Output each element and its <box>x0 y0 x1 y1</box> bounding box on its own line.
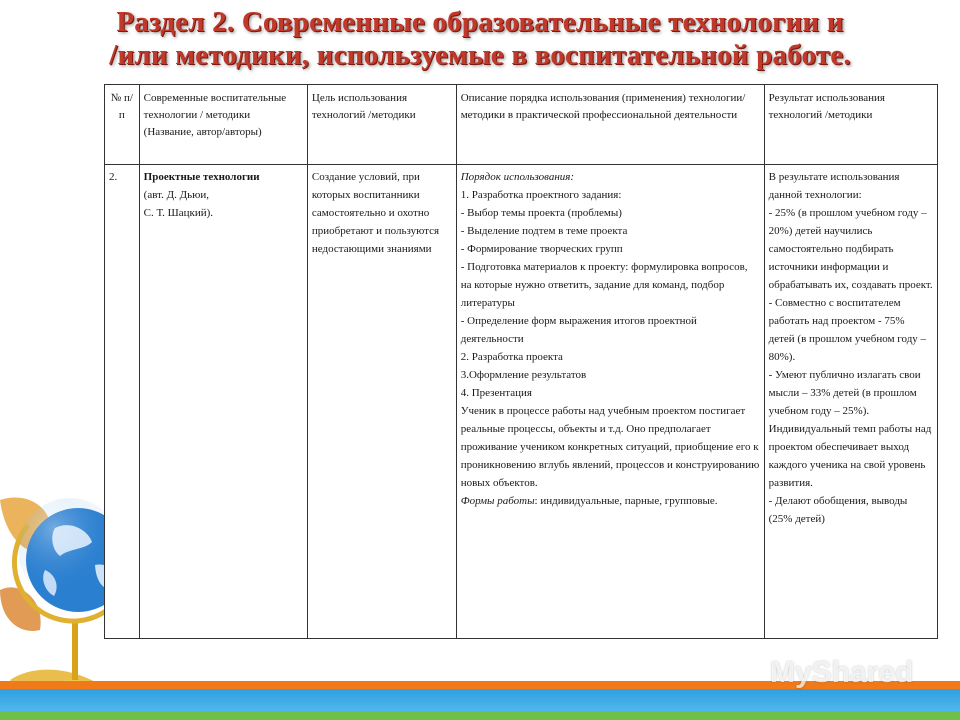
forms-text: : индивидуальные, парные, групповые. <box>534 495 718 507</box>
result-line: - 25% (в прошлом учебном году – 20%) детей научились самостоятельно подбирать источники информации и обрабатывать их, создавать проект. <box>768 207 933 291</box>
description-heading: Порядок использования: <box>460 171 575 183</box>
table-row <box>105 165 938 639</box>
cell-number: 2. <box>105 165 140 639</box>
description-line: - Выбор темы проекта (проблемы) <box>460 207 622 219</box>
result-line: - Делают обобщения, выводы (25% детей) <box>768 495 908 525</box>
page-title-line-2: /или методики, используемые в воспитательной работе. <box>109 39 851 71</box>
description-line: 1. Разработка проектного задания: <box>460 189 622 201</box>
technology-name: Проектные технологии <box>143 171 260 183</box>
header-result: Результат использования технологий /методики <box>764 85 937 165</box>
page-title <box>0 6 960 72</box>
header-number: № п/п <box>105 85 140 165</box>
cell-description <box>456 165 764 639</box>
cell-result <box>764 165 937 639</box>
header-technology: Современные воспитательные технологии / методики (Название, автор/авторы) <box>139 85 307 165</box>
description-line: - Определение форм выражения итогов проектной деятельности <box>460 315 697 345</box>
watermark: MyShared <box>770 656 914 689</box>
description-paragraph: Ученик в процессе работы над учебным проектом постигает реальные процессы, объекты и т.д. Оно предполагает проживание учеником конкретных ситуаций, приобщение его к проникновению вглубь явлений, процессов и конструированию новых объектов. <box>460 405 760 489</box>
decor-stripe-green <box>0 711 960 720</box>
result-line: - Умеют публично излагать свои мысли – 33% детей (в прошлом учебном году – 25%). <box>768 369 921 417</box>
header-goal: Цель использования технологий /методики <box>307 85 456 165</box>
cell-goal: Создание условий, при которых воспитанники самостоятельно и охотно приобретают и пользуются недостающими знаниями <box>307 165 456 639</box>
description-line: - Подготовка материалов к проекту: формулировка вопросов, на которые нужно ответить, задание для команд, подбор литературы <box>460 261 748 309</box>
forms-label: Формы работы <box>460 495 535 507</box>
forms-of-work <box>461 492 760 510</box>
result-line: - Совместно с воспитателем работать над проектом - 75% детей (в прошлом учебном году – 80%). <box>768 297 927 363</box>
description-line: - Формирование творческих групп <box>460 243 623 255</box>
technology-authors: (авт. Д. Дьюи, <box>143 189 209 201</box>
description-line: 3.Оформление результатов <box>460 369 587 381</box>
description-line: - Выделение подтем в теме проекта <box>460 225 628 237</box>
description-line: 4. Презентация <box>460 387 532 399</box>
table-header-row <box>105 85 938 165</box>
technology-table <box>104 84 938 639</box>
page-title-line-1: Раздел 2. Современные образовательные технологии и <box>116 6 844 38</box>
header-description: Описание порядка использования (применения) технологии/методики в практической профессиональной деятельности <box>456 85 764 165</box>
technology-authors-2: С. Т. Шацкий). <box>143 207 214 219</box>
cell-technology <box>139 165 307 639</box>
result-line: В результате использования данной технологии: <box>768 171 900 201</box>
description-line: 2. Разработка проекта <box>460 351 563 363</box>
result-line: Индивидуальный темп работы над проектом обеспечивает выход каждого ученика на свой уровень развития. <box>768 423 932 489</box>
